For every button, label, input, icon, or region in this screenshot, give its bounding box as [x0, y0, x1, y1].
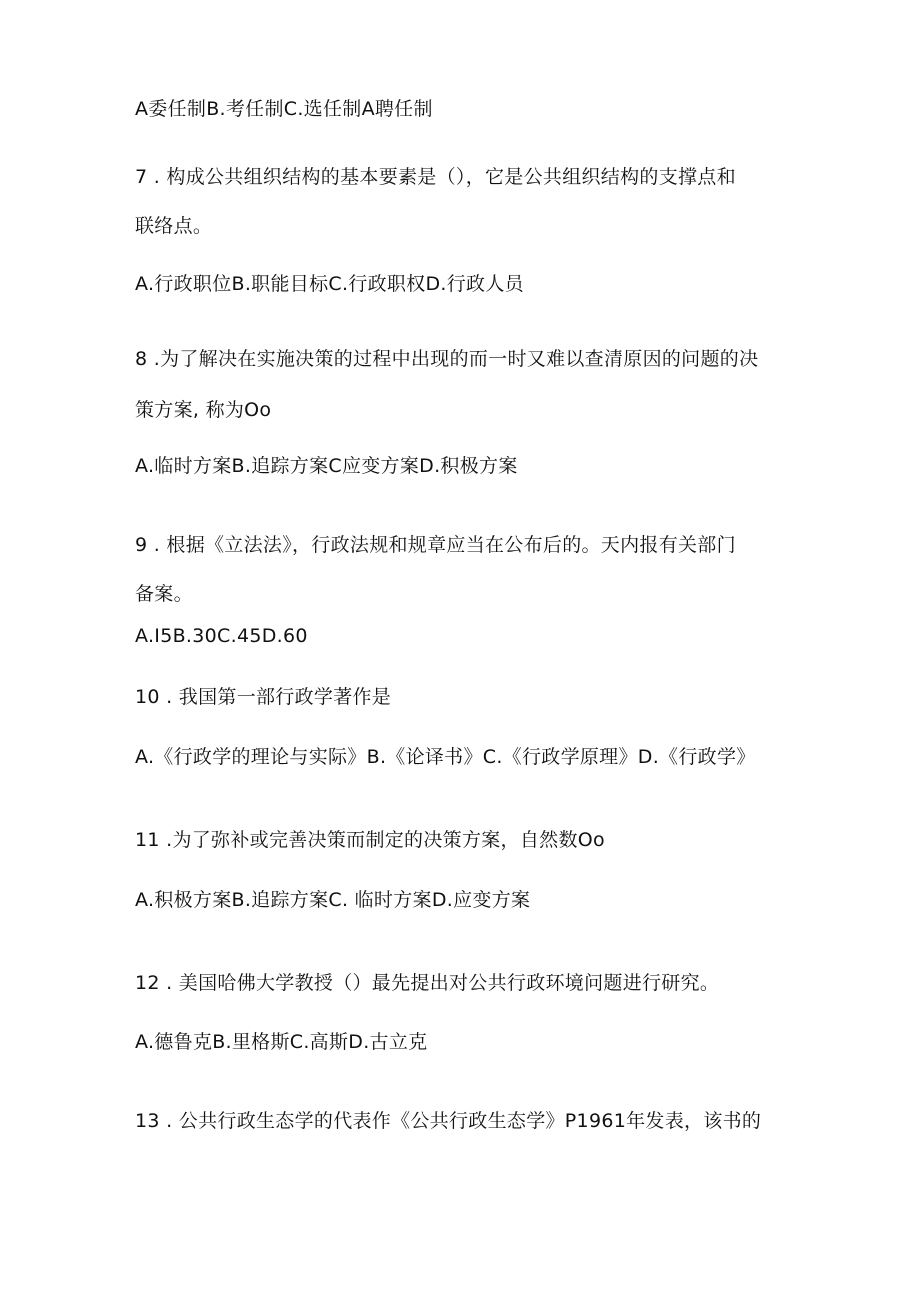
- q12-options: A.德鲁克B.里格斯C.高斯D.古立克: [135, 1031, 428, 1053]
- q9-text-line1: 9 . 根据《立法法》，行政法规和规章应当在公布后的。天内报有关部门: [135, 534, 736, 556]
- q9-options: A.I5B.30C.45D.60: [135, 625, 308, 647]
- q11-text: 11 .为了弥补或完善决策而制定的决策方案，自然数Oo: [135, 829, 605, 851]
- q8-options: A.临时方案B.追踪方案C应变方案D.积极方案: [135, 455, 518, 477]
- q13-text-line1: 13 . 公共行政生态学的代表作《公共行政生态学》P1961年发表，该书的: [135, 1110, 762, 1132]
- q8-text-line1: 8 .为了解决在实施决策的过程中出现的而一时又难以查清原因的问题的决: [135, 348, 759, 370]
- q10-options: A.《行政学的理论与实际》B.《论译书》C.《行政学原理》D.《行政学》: [135, 746, 756, 768]
- q8-text-line2: 策方案, 称为Oo: [135, 399, 272, 421]
- q10-text: 10 . 我国第一部行政学著作是: [135, 686, 392, 708]
- q7-text-line1: 7 . 构成公共组织结构的基本要素是（），它是公共组织结构的支撑点和: [135, 166, 736, 188]
- q6-options: A委任制B.考任制C.选任制A聘任制: [135, 98, 433, 120]
- q7-options: A.行政职位B.职能目标C.行政职权D.行政人员: [135, 273, 524, 295]
- q9-text-line2: 备案。: [135, 583, 193, 605]
- q11-options: A.积极方案B.追踪方案C. 临时方案D.应变方案: [135, 889, 531, 911]
- q7-text-line2: 联络点。: [135, 215, 213, 237]
- q12-text: 12 . 美国哈佛大学教授（）最先提出对公共行政环境问题进行研究。: [135, 972, 720, 994]
